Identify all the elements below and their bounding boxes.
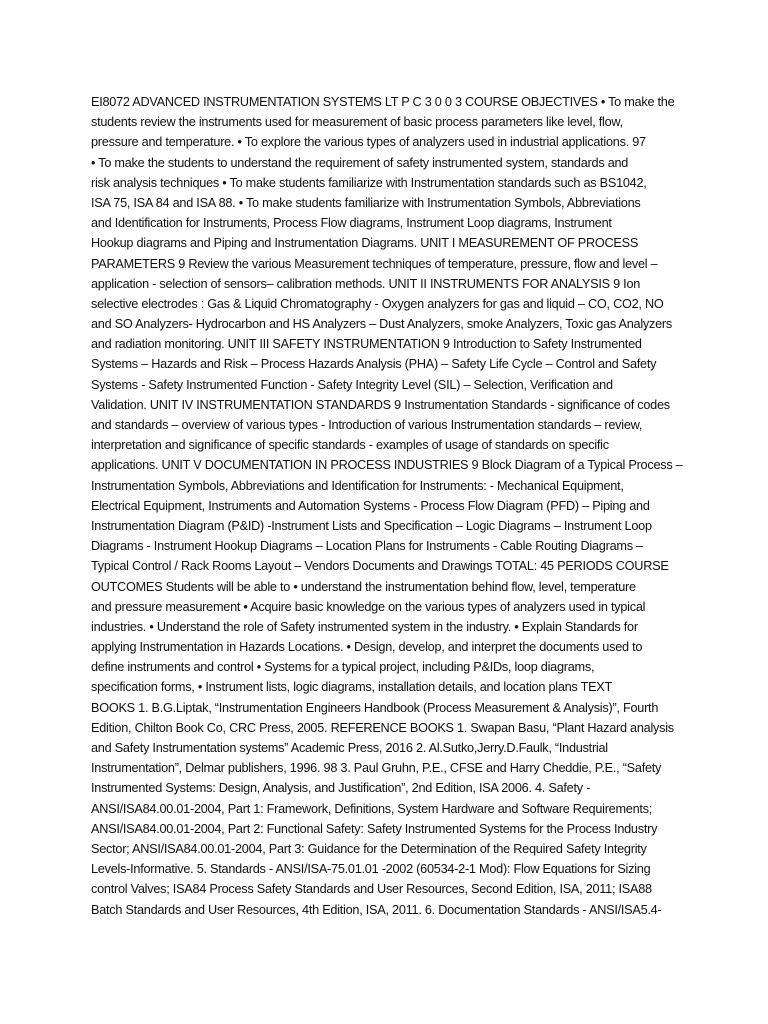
text-line: interpretation and significance of specific standards - examples of usage of standards on specific	[91, 438, 609, 453]
text-line: Hookup diagrams and Piping and Instrumentation Diagrams. UNIT I MEASUREMENT OF PROCESS	[91, 236, 639, 251]
text-line: Systems – Hazards and Risk – Process Hazards Analysis (PHA) – Safety Life Cycle – Control and Safety	[91, 357, 657, 372]
text-line: and SO Analyzers- Hydrocarbon and HS Analyzers – Dust Analyzers, smoke Analyzers, Toxic gas Analyzers	[91, 317, 672, 332]
text-line: Edition, Chilton Book Co, CRC Press, 2005. REFERENCE BOOKS 1. Swapan Basu, “Plant Hazard analysis	[91, 720, 674, 735]
text-line: control Valves; ISA84 Process Safety Standards and User Resources, Second Edition, ISA, 2011; ISA88	[91, 882, 652, 897]
text-line: Instrumentation”, Delmar publishers, 1996. 98 3. Paul Gruhn, P.E., CFSE and Harry Cheddie, P.E., “Safety	[91, 761, 662, 776]
text-line: Batch Standards and User Resources, 4th Edition, ISA, 2011. 6. Documentation Standards - ANSI/ISA5.4-	[91, 902, 662, 917]
text-line: and radiation monitoring. UNIT III SAFETY INSTRUMENTATION 9 Introduction to Safety Instrumented	[91, 337, 642, 352]
text-line: Levels-Informative. 5. Standards - ANSI/ISA-75.01.01 -2002 (60534-2-1 Mod): Flow Equations for Sizing	[91, 862, 651, 877]
text-line: industries. • Understand the role of Safety instrumented system in the industry. • Explain Standards for	[91, 619, 638, 634]
text-line: OUTCOMES Students will be able to • understand the instrumentation behind flow, level, temperature	[91, 579, 636, 594]
text-line: • To make the students to understand the requirement of safety instrumented system, standards and	[91, 155, 629, 170]
text-line: and standards – overview of various types - Introduction of various Instrumentation standards – review,	[91, 418, 643, 432]
text-line: Systems - Safety Instrumented Function - Safety Integrity Level (SIL) – Selection, Verification and	[91, 377, 613, 392]
text-line: BOOKS 1. B.G.Liptak, “Instrumentation Engineers Handbook (Process Measurement & Analysis)”, Fourth	[91, 700, 659, 715]
text-line: ISA 75, ISA 84 and ISA 88. • To make students familiarize with Instrumentation Symbols, Abbreviations	[91, 195, 641, 210]
text-line: PARAMETERS 9 Review the various Measurement techniques of temperature, pressure, flow and level –	[91, 256, 658, 271]
text-line: and Safety Instrumentation systems” Academic Press, 2016 2. Al.Sutko,Jerry.D.Faulk, “Industrial	[91, 741, 608, 755]
text-line: ANSI/ISA84.00.01-2004, Part 1: Framework, Definitions, System Hardware and Software Requirements;	[91, 801, 653, 816]
text-line: specification forms, • Instrument lists, logic diagrams, installation details, and location plans TEXT	[91, 680, 612, 695]
text-line: ANSI/ISA84.00.01-2004, Part 2: Functional Safety: Safety Instrumented Systems for the Process Industry	[91, 821, 658, 836]
text-line: Diagrams - Instrument Hookup Diagrams – Location Plans for Instruments - Cable Routing Diagrams –	[91, 539, 643, 554]
text-line: define instruments and control • Systems for a typical project, including P&IDs, loop diagrams,	[91, 660, 595, 675]
text-line: and Identification for Instruments, Process Flow diagrams, Instrument Loop diagrams, Instrument	[91, 216, 612, 231]
text-line: Typical Control / Rack Rooms Layout – Vendors Documents and Drawings TOTAL: 45 PERIODS COURSE	[91, 559, 669, 574]
text-line: and pressure measurement • Acquire basic knowledge on the various types of analyzers used in typical	[91, 599, 646, 614]
text-line: Validation. UNIT IV INSTRUMENTATION STANDARDS 9 Instrumentation Standards - significance of codes	[91, 397, 670, 412]
text-line: applications. UNIT V DOCUMENTATION IN PROCESS INDUSTRIES 9 Block Diagram of a Typical Process –	[91, 458, 683, 473]
document-body-text	[91, 92, 691, 920]
text-line: selective electrodes : Gas & Liquid Chromatography - Oxygen analyzers for gas and liquid – CO, CO2, NO	[91, 296, 664, 311]
text-line: risk analysis techniques • To make students familiarize with Instrumentation standards such as BS1042,	[91, 175, 647, 190]
text-line: Sector; ANSI/ISA84.00.01-2004, Part 3: Guidance for the Determination of the Required Safety Integrity	[91, 841, 647, 856]
text-line: students review the instruments used for measurement of basic process parameters like level, flow,	[91, 115, 623, 130]
text-line: applying Instrumentation in Hazards Locations. • Design, develop, and interpret the documents used to	[91, 640, 643, 655]
text-line: pressure and temperature. • To explore the various types of analyzers used in industrial applications. 97	[91, 135, 646, 150]
text-line: Instrumented Systems: Design, Analysis, and Justification”, 2nd Edition, ISA 2006. 4. Safety -	[91, 781, 591, 796]
text-line: EI8072 ADVANCED INSTRUMENTATION SYSTEMS LT P C 3 0 0 3 COURSE OBJECTIVES • To make the	[91, 95, 675, 109]
text-line: Electrical Equipment, Instruments and Automation Systems - Process Flow Diagram (PFD) – Piping and	[91, 498, 650, 513]
text-line: application - selection of sensors– calibration methods. UNIT II INSTRUMENTS FOR ANALYSIS 9 Ion	[91, 276, 641, 291]
text-line: Instrumentation Symbols, Abbreviations and Identification for Instruments: - Mechanical Equipment,	[91, 478, 624, 493]
text-line: Instrumentation Diagram (P&ID) -Instrument Lists and Specification – Logic Diagrams – Instrument Loop	[91, 518, 652, 533]
